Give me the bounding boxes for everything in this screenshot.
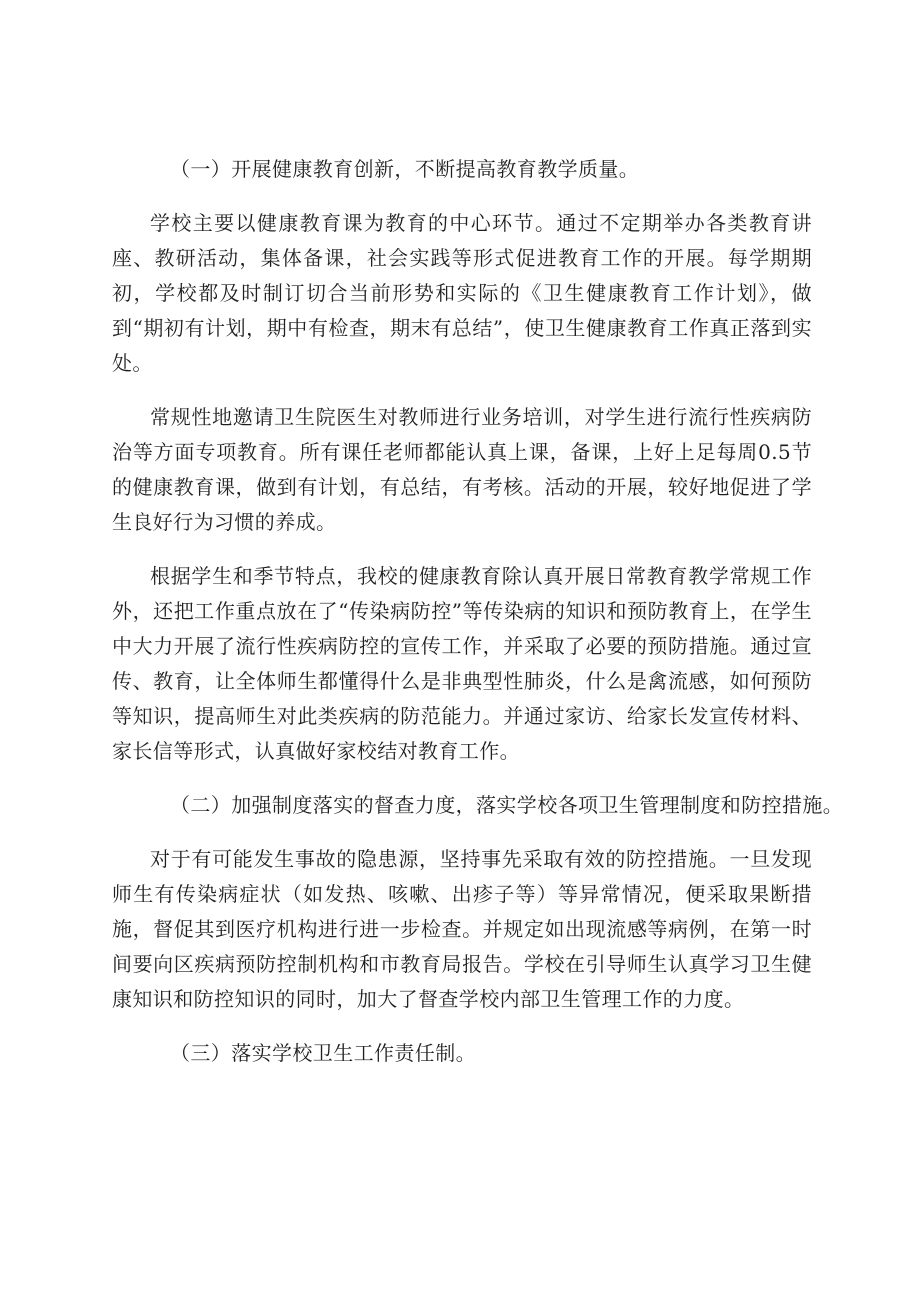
section-heading-2: （二）加强制度落实的督查力度，落实学校各项卫生管理制度和防控措施。 — [170, 793, 844, 817]
document-body — [112, 152, 844, 1090]
body-paragraph-4: 对于有可能发生事故的隐患源，坚持事先采取有效的防控措施。一旦发现师生有传染病症状（如发热、咳嗽、出疹子等）等异常情况，便采取果断措施，督促其到医疗机构进行进一步检查。并规定如出现流感等病例，在第一时间要向区疾病预防控制机构和市教育局报告。学校在引导师生认真学习卫生健康知识和防控知识的同时，加大了督查学校内部卫生管理工作的力度。 — [112, 847, 812, 1011]
section-heading-3: （三）落实学校卫生工作责任制。 — [170, 1041, 476, 1065]
section-heading-1: （一）开展健康教育创新，不断提高教育教学质量。 — [170, 157, 640, 181]
body-paragraph-2: 常规性地邀请卫生院医生对教师进行业务培训，对学生进行流行性疾病防治等方面专项教育。所有课任老师都能认真上课，备课，上好上足每周0.5节的健康教育课，做到有计划，有总结，有考核。活动的开展，较好地促进了学生良好行为习惯的养成。 — [112, 405, 812, 534]
body-paragraph-1: 学校主要以健康教育课为教育的中心环节。通过不定期举办各类教育讲座、教研活动，集体备课，社会实践等形式促进教育工作的开展。每学期期初，学校都及时制订切合当前形势和实际的《卫生健康教育工作计划》，做到“期初有计划，期中有检查，期末有总结”，使卫生健康教育工作真正落到实处。 — [112, 211, 812, 375]
body-paragraph-3: 根据学生和季节特点，我校的健康教育除认真开展日常教育教学常规工作外，还把工作重点放在了“传染病防控”等传染病的知识和预防教育上，在学生中大力开展了流行性疾病防控的宣传工作，并采取了必要的预防措施。通过宣传、教育，让全体师生都懂得什么是非典型性肺炎，什么是禽流感，如何预防等知识，提高师生对此类疾病的防范能力。并通过家访、给家长发宣传材料、家长信等形式，认真做好家校结对教育工作。 — [112, 564, 812, 763]
